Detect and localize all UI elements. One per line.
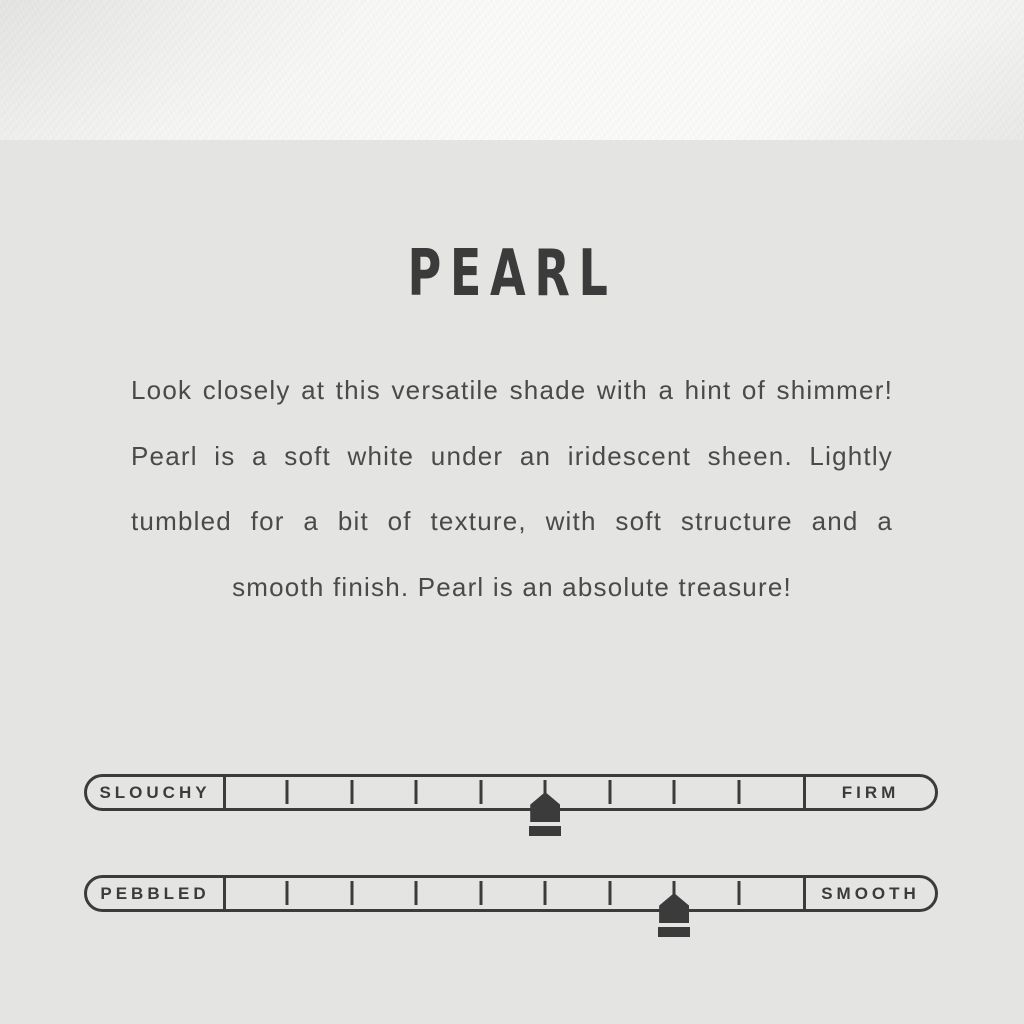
scale-right-label: SMOOTH <box>821 884 920 903</box>
hero-texture-image <box>0 0 1024 140</box>
scale-tick <box>350 881 353 905</box>
marker-base-bar <box>658 927 690 937</box>
scale-tick <box>286 780 289 804</box>
description-line-2: Pearl is a soft white under an iridescent sheen. Lightly <box>131 440 893 471</box>
marker-pin-icon <box>659 893 689 923</box>
scale-marker <box>529 792 561 840</box>
scale-track <box>223 878 803 909</box>
description-line-4: smooth finish. Pearl is an absolute treasure! <box>232 571 792 602</box>
scale-tick <box>479 780 482 804</box>
scale-marker <box>658 893 690 941</box>
scale-tick <box>350 780 353 804</box>
scale-tick <box>608 780 611 804</box>
marker-pin-icon <box>530 792 560 822</box>
scale-right-label: FIRM <box>841 783 900 802</box>
scale-tick <box>608 881 611 905</box>
scale-left-label: PEBBLED <box>100 884 210 903</box>
scale-tick <box>673 780 676 804</box>
scale-track <box>223 777 803 808</box>
marker-base-bar <box>529 826 561 836</box>
scale-tick <box>479 881 482 905</box>
scale-tick <box>415 780 418 804</box>
structure-scale-slouchy-firm <box>84 774 938 811</box>
scale-tick <box>286 881 289 905</box>
scale-tick <box>544 881 547 905</box>
scale-tick <box>415 881 418 905</box>
scale-tick <box>737 881 740 905</box>
page-title: PEARL <box>407 237 617 311</box>
scale-tick <box>737 780 740 804</box>
texture-scale-pebbled-smooth <box>84 875 938 912</box>
description-line-3: tumbled for a bit of texture, with soft structure and a <box>131 506 893 536</box>
scale-left-label: SLOUCHY <box>99 783 211 802</box>
description-line-1: Look closely at this versatile shade with a hint of shimmer! <box>131 375 893 405</box>
color-description <box>131 358 893 620</box>
